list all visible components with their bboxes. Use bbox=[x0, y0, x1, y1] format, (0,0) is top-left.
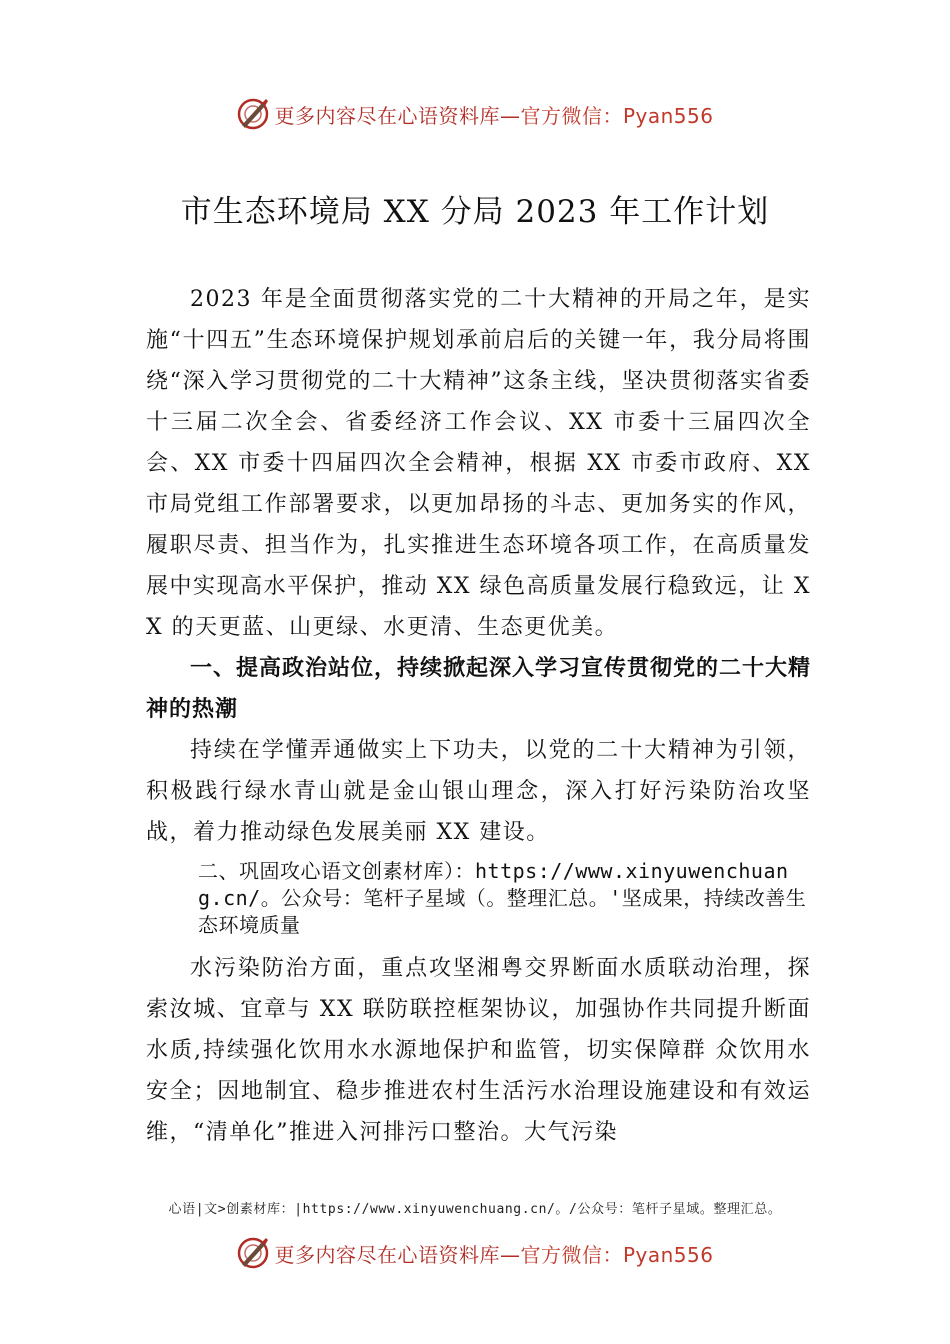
banner-text: 更多内容尽在心语资料库—官方微信：Pyan556 bbox=[274, 103, 714, 128]
section-2-paragraph: 水污染防治方面，重点攻坚湘粤交界断面水质联动治理，探索汝城、宜章与 XX 联防联控框架协议，加强协作共同提升断面水质,持续强化饮用水水源地保护和监管，切实保障群 众饮用水安全；因地制宜、稳步推进农村生活污水治理设施建设和有效运维，“清单化”推进入河排污口整治。大气污染 bbox=[146, 956, 811, 1145]
section-1-heading: 一、提高政治站位，持续掀起深入学习宣传贯彻党的二十大精神的热潮 bbox=[146, 656, 812, 722]
brand-logo-icon bbox=[236, 1236, 270, 1270]
intro-paragraph: 2023 年是全面贯彻落实党的二十大精神的开局之年，是实施“十四五”生态环境保护规划承前启后的关键一年，我分局将围绕“深入学习贯彻党的二十大精神”这条主线，坚决贯彻落实省委十三届二次全会、省委经济工作会议、XX 市委十三届四次全会、XX 市委十四届四次全会精神，根据 XX 市委市政府、XX 市局党组工作部署要求，以更加昂扬的斗志、更加务实的作风，履职尽责、担当作为，扎实推进生态环境各项工作，在高质量发展中实现高水平保护，推动 XX 绿色高质量发展行稳致远，让 XX 的天更蓝、山更绿、水更清、生态更优美。 bbox=[146, 287, 811, 640]
brand-logo-icon bbox=[236, 97, 270, 131]
document-body bbox=[146, 279, 811, 1153]
footer-source-line: 心语|文>创素材库：|https://www.xinyuwenchuang.cn/。/公众号：笔杆子星域。整理汇总。 bbox=[168, 1202, 782, 1217]
document-title: 市生态环境局 XX 分局 2023 年工作计划 bbox=[180, 194, 770, 230]
banner-text: 更多内容尽在心语资料库—官方微信：Pyan556 bbox=[274, 1242, 714, 1267]
top-watermark-banner bbox=[0, 94, 950, 134]
bottom-watermark-banner bbox=[0, 1233, 950, 1273]
section-1-paragraph: 持续在学懂弄通做实上下功夫，以党的二十大精神为引领，积极践行绿水青山就是金山银山理念，深入打好污染防治攻坚战，着力推动绿色发展美丽 XX 建设。 bbox=[146, 738, 811, 845]
section-2-heading: 二、巩固攻心语文创素材库）：https://www.xinyuwenchuang.cn/。公众号：笔杆子星域（。整理汇总。'坚成果，持续改善生态环境质量 bbox=[198, 859, 807, 937]
